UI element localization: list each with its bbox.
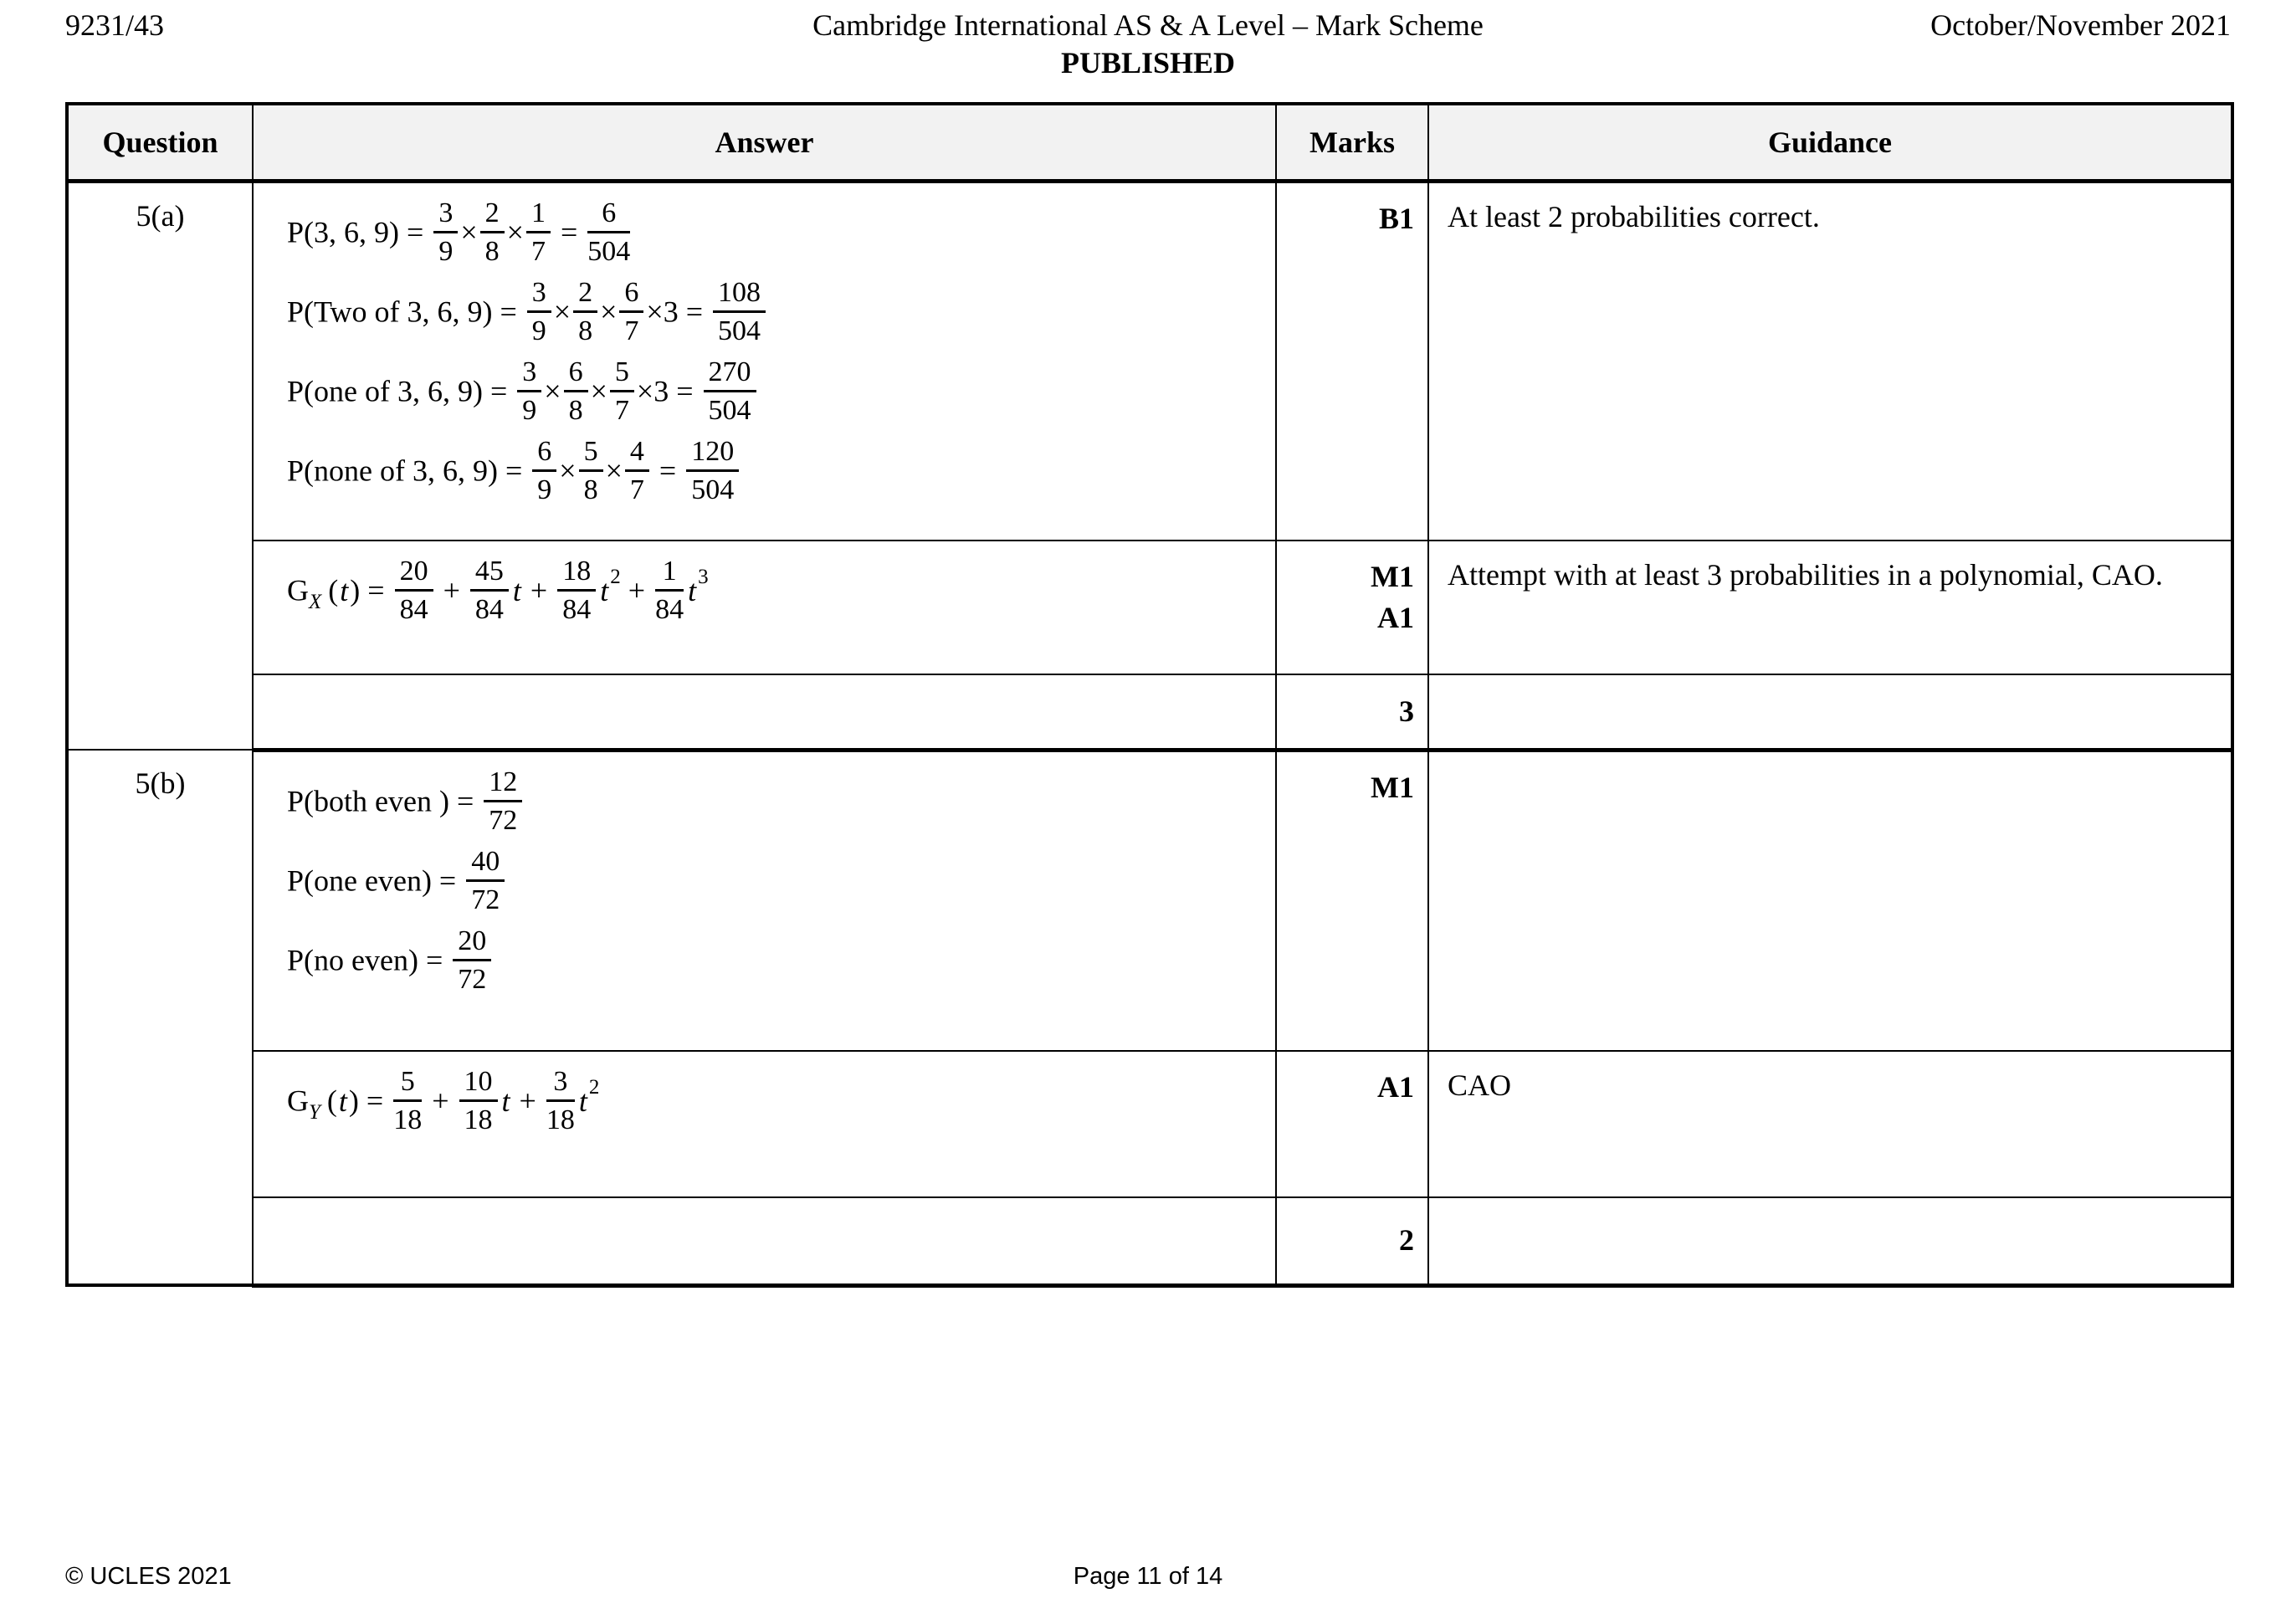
mark-code: A1 (1377, 600, 1414, 634)
fraction: $\frac{3}{9}$ (525, 276, 554, 347)
math-formula: P(none of 3, 6, 9) = $\frac{6}{9}$ × $\frac{5}{8}$ × $\frac{4}{7}$ = $\frac{120}{504}$ (287, 435, 1258, 506)
math-formula: P(one of 3, 6, 9) = $\frac{3}{9}$ × $\frac{6}{8}$ × $\frac{5}{7}$ ×3 = $\frac{270}{504}$ (287, 356, 1258, 427)
fraction: $\frac{40}{72}$ (464, 845, 507, 916)
fraction: $\frac{5}{7}$ (607, 356, 637, 427)
fraction: $\frac{270}{504}$ (701, 356, 759, 427)
marks-cell (1276, 541, 1428, 674)
mark-code: 3 (1399, 694, 1414, 728)
math-formula: $G_Y$ (t) = $\frac{5}{18}$ + $\frac{10}{18}$ t + $\frac{3}{18}$ $t^2$ (287, 1066, 600, 1136)
fraction: $\frac{20}{84}$ (392, 555, 436, 626)
document-title: Cambridge International AS & A Level – Mark Scheme (812, 8, 1484, 42)
answer-cell (253, 541, 1276, 674)
guidance-cell (1428, 750, 2232, 1051)
fraction: $\frac{6}{9}$ (530, 435, 559, 506)
table-row (67, 541, 2232, 674)
mark-code: M1 (1371, 560, 1414, 593)
fraction: $\frac{12}{72}$ (481, 766, 525, 837)
fraction: $\frac{2}{8}$ (478, 197, 507, 268)
math-formula: $G_X$ (t) = $\frac{20}{84}$ + $\frac{45}{84}$ t + $\frac{18}{84}$ $t^2$ + $\frac{1}{84}$ $t^3$ (287, 556, 709, 626)
total-marks-cell (1276, 674, 1428, 750)
guidance-cell: At least 2 probabilities correct. (1428, 181, 2232, 541)
column-header-question: Question (67, 104, 253, 181)
guidance-cell (1428, 674, 2232, 750)
fraction: $\frac{18}{84}$ (555, 555, 598, 626)
fraction: $\frac{10}{18}$ (457, 1065, 500, 1136)
header-title-block (417, 7, 1879, 82)
column-header-answer: Answer (253, 104, 1276, 181)
answer-cell (253, 1051, 1276, 1197)
total-marks-cell (1276, 1197, 1428, 1285)
mark-code: M1 (1371, 770, 1414, 804)
guidance-cell (1428, 1197, 2232, 1285)
fraction: $\frac{3}{9}$ (515, 356, 544, 427)
paper-code: 9231/43 (65, 8, 165, 42)
fraction: $\frac{1}{84}$ (655, 556, 684, 626)
page-number: Page 11 of 14 (1073, 1563, 1223, 1590)
exam-session: October/November 2021 (1930, 8, 2231, 42)
fraction: $\frac{2}{8}$ (571, 276, 600, 347)
document-header (65, 7, 2231, 82)
answer-cell (253, 674, 1276, 750)
math-formula: P(no even) = $\frac{20}{72}$ (287, 925, 1258, 996)
mark-code: B1 (1378, 201, 1414, 235)
fraction: $\frac{6}{7}$ (617, 276, 646, 347)
table-header-row (67, 104, 2232, 181)
fraction: $\frac{3}{18}$ (546, 1066, 575, 1136)
fraction: $\frac{1}{7}$ (524, 197, 553, 268)
mark-scheme-table (65, 102, 2234, 1288)
question-number-cell: 5(a) (67, 181, 253, 750)
guidance-cell: CAO (1428, 1051, 2232, 1197)
table-row (67, 181, 2232, 541)
published-label: PUBLISHED (1060, 46, 1236, 79)
fraction: $\frac{5}{18}$ (393, 1066, 423, 1136)
fraction: $\frac{3}{9}$ (431, 197, 460, 268)
marks-cell (1276, 1051, 1428, 1197)
mark-code: A1 (1377, 1070, 1414, 1104)
math-formula: P(3, 6, 9) = $\frac{3}{9}$ × $\frac{2}{8}$ × $\frac{1}{7}$ = $\frac{6}{504}$ (287, 197, 1258, 268)
fraction: $\frac{4}{7}$ (623, 435, 652, 506)
answer-cell (253, 750, 1276, 1051)
fraction: $\frac{108}{504}$ (710, 276, 768, 347)
mark-code: 2 (1399, 1223, 1414, 1258)
fraction: $\frac{20}{72}$ (450, 925, 494, 996)
answer-cell (253, 181, 1276, 541)
fraction: $\frac{45}{84}$ (468, 555, 511, 626)
guidance-cell: Attempt with at least 3 probabilities in a polynomial, CAO. (1428, 541, 2232, 674)
math-formula: P(one even) = $\frac{40}{72}$ (287, 845, 1258, 916)
column-header-guidance: Guidance (1428, 104, 2232, 181)
fraction: $\frac{6}{8}$ (561, 356, 591, 427)
fraction: $\frac{120}{504}$ (684, 435, 741, 506)
question-number-cell: 5(b) (67, 750, 253, 1285)
column-header-marks: Marks (1276, 104, 1428, 181)
marks-cell (1276, 181, 1428, 541)
fraction: $\frac{5}{8}$ (577, 435, 606, 506)
fraction: $\frac{6}{504}$ (587, 197, 631, 267)
math-formula: P(Two of 3, 6, 9) = $\frac{3}{9}$ × $\frac{2}{8}$ × $\frac{6}{7}$ ×3 = $\frac{108}{504}$ (287, 276, 1258, 347)
marks-cell (1276, 750, 1428, 1051)
table-row (67, 1197, 2232, 1285)
table-row (67, 750, 2232, 1051)
table-row (67, 1051, 2232, 1197)
math-formula: P(both even ) = $\frac{12}{72}$ (287, 766, 1258, 837)
copyright-notice: © UCLES 2021 (65, 1563, 232, 1590)
table-row (67, 674, 2232, 750)
answer-cell (253, 1197, 1276, 1285)
